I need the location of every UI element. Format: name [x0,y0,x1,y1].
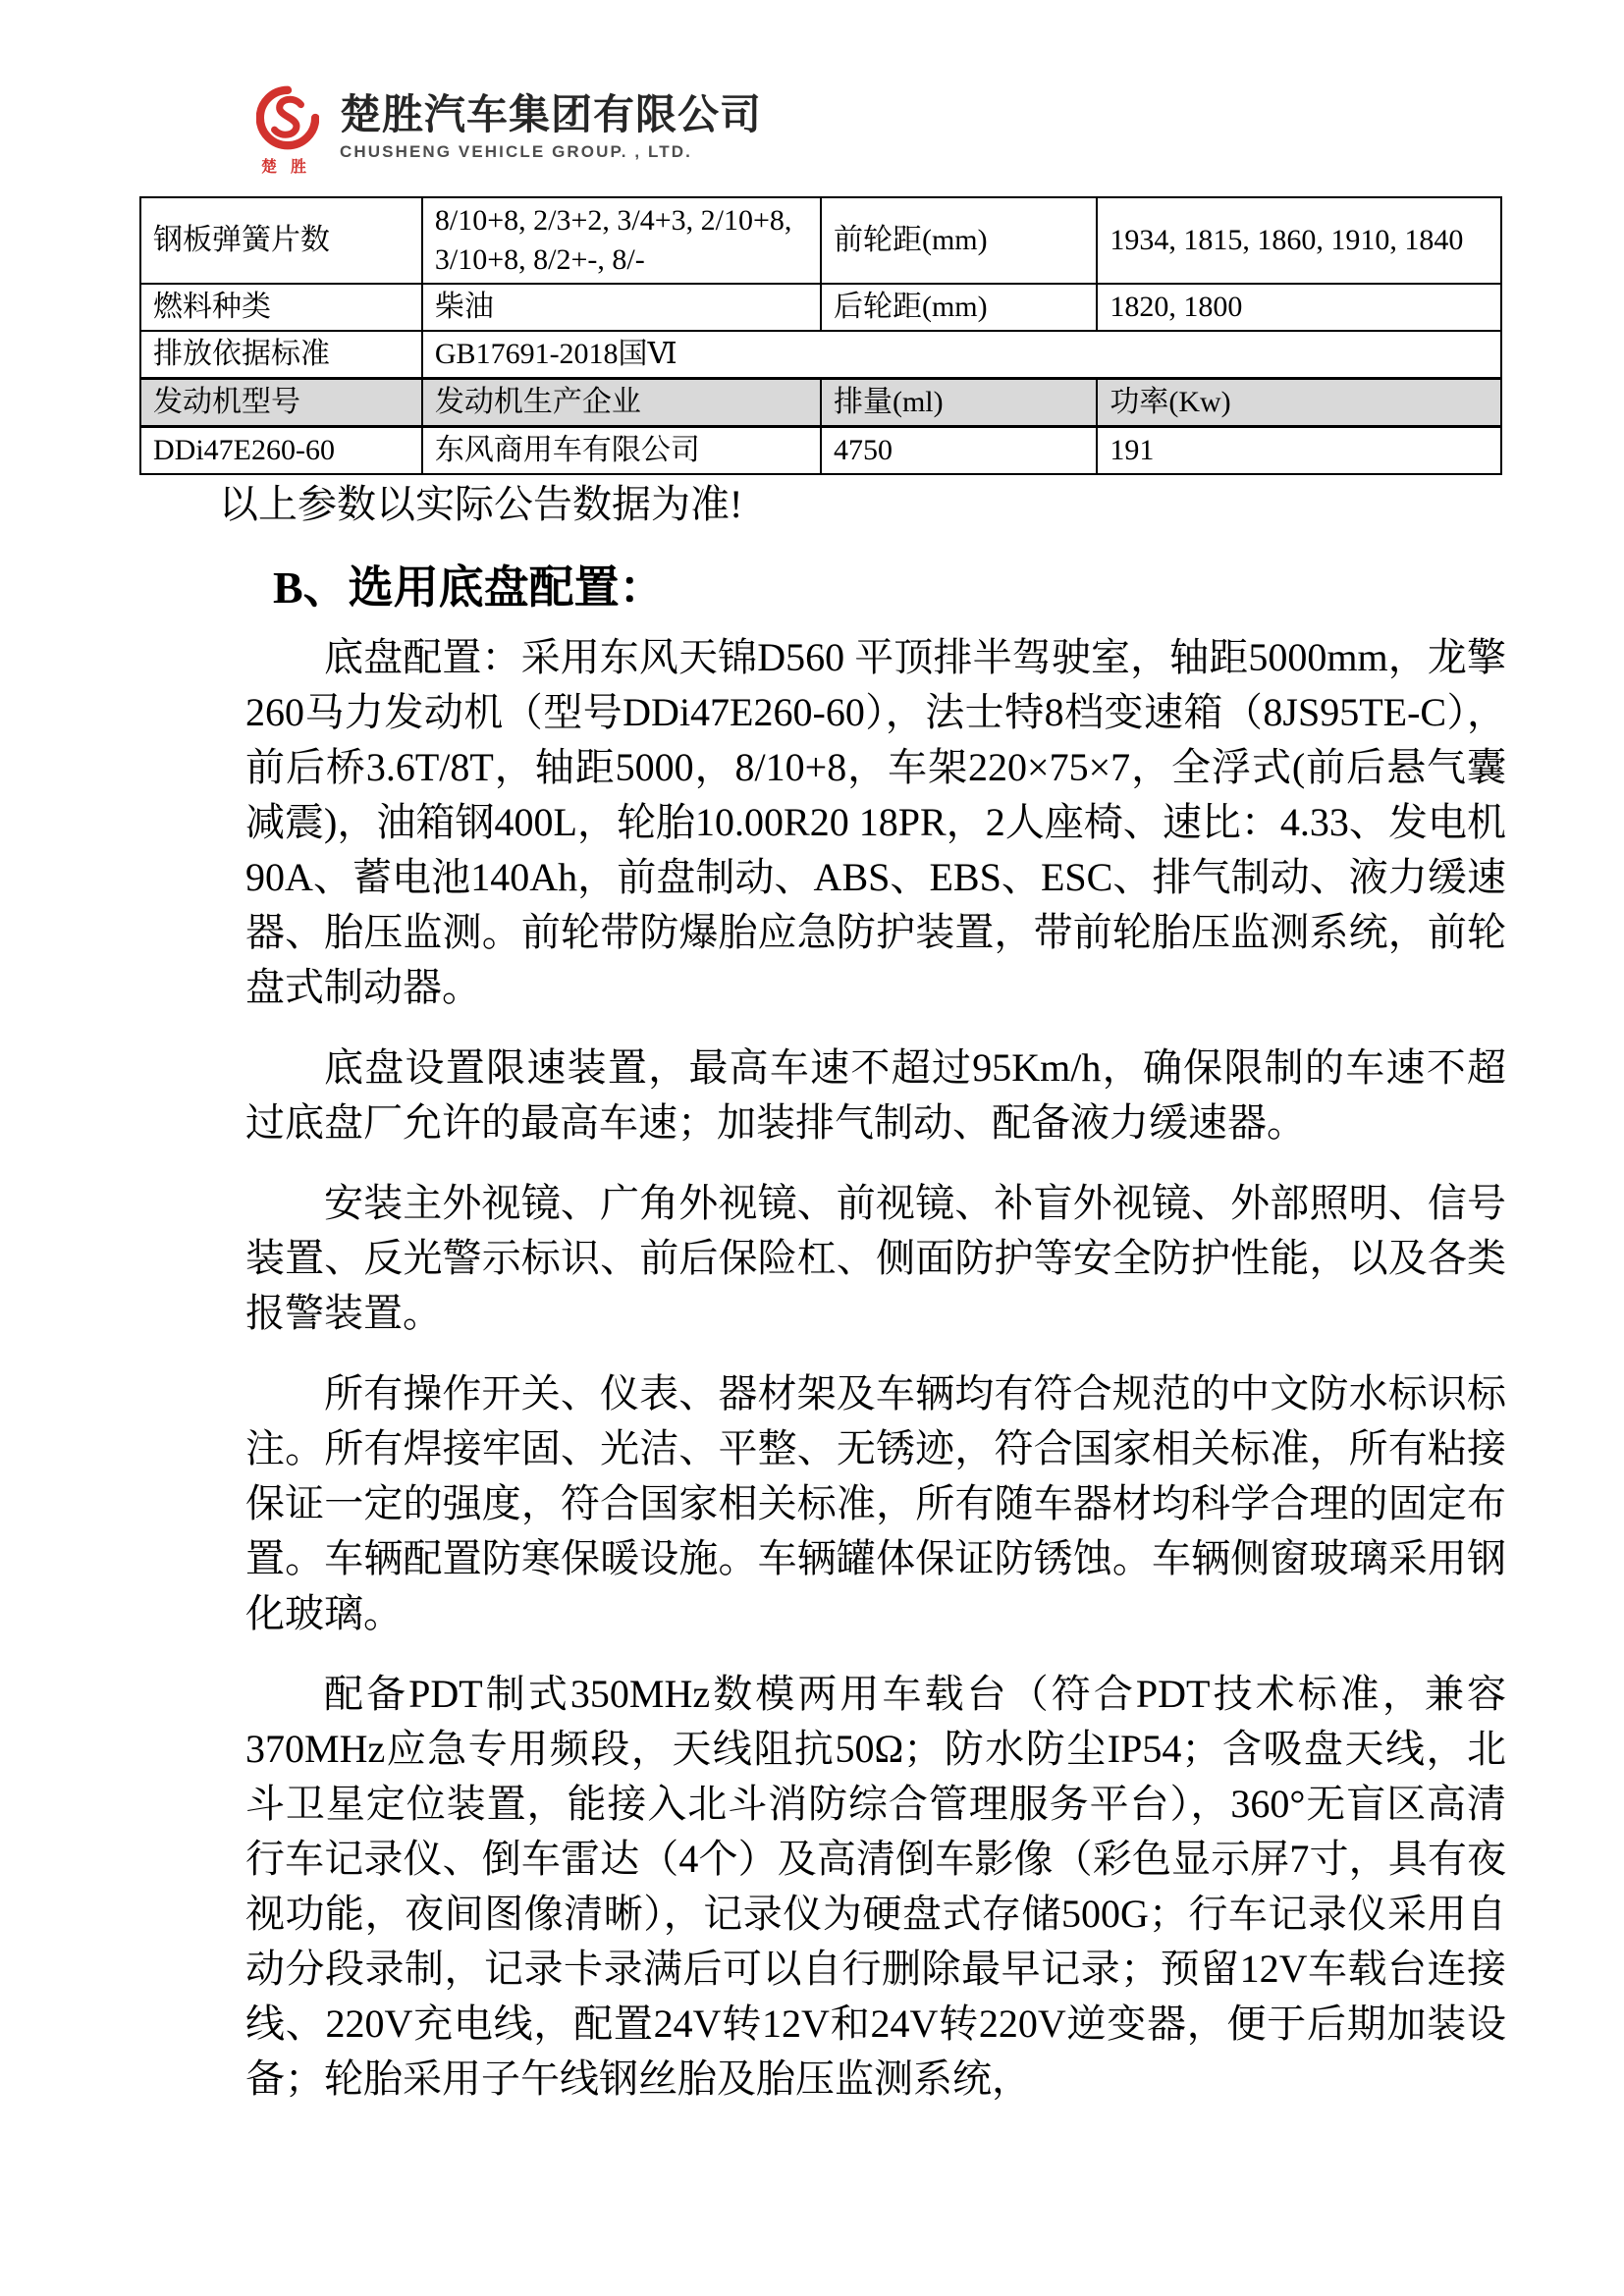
logo-emblem-icon [251,84,324,177]
spec-value-cell: 1820, 1800 [1097,284,1501,331]
brand-name-cn: 楚胜汽车集团有限公司 [340,91,763,137]
spec-table [139,196,1502,475]
brand-block [340,84,762,162]
engine-header-cell: 功率(Kw) [1097,379,1501,427]
table-row [140,284,1501,331]
spec-value-cell: GB17691-2018国Ⅵ [422,331,1501,379]
table-row [140,331,1501,379]
spec-value-cell: 1934, 1815, 1860, 1910, 1840 [1097,197,1501,284]
spec-value-cell: 柴油 [422,284,821,331]
notice-text: 以上参数以实际公告数据为准! [219,482,743,526]
spec-value-cell: 4750 [821,427,1097,475]
table-row [140,427,1501,475]
engine-header-cell: 发动机型号 [140,379,422,427]
paragraph-mirrors-safety: 安装主外视镜、广角外视镜、前视镜、补盲外视镜、外部照明、信号装置、反光警示标识、前后保险杠、侧面防护等安全防护性能，以及各类报警装置。 [245,1181,1506,1335]
spec-value-cell: 191 [1097,427,1501,475]
spec-value-cell: 8/10+8, 2/3+2, 3/4+3, 2/10+8, 3/10+8, 8/2+-, 8/- [422,197,821,284]
brand-name-en: CHUSHENG VEHICLE GROUP. , LTD. [340,142,692,161]
spec-value-cell: 东风商用车有限公司 [422,427,821,475]
engine-header-row [140,379,1501,427]
engine-header-cell: 发动机生产企业 [422,379,821,427]
spec-value-cell: DDi47E260-60 [140,427,422,475]
section-heading: B、选用底盘配置： [273,562,665,613]
engine-header-cell: 排量(ml) [821,379,1097,427]
paragraph-switches-standards: 所有操作开关、仪表、器材架及车辆均有符合规范的中文防水标识标注。所有焊接牢固、光洁、平整、无锈迹，符合国家相关标准，所有粘接保证一定的强度，符合国家相关标准，所有随车器材均科学合理的固定布置。车辆配置防寒保暖设施。车辆罐体保证防锈蚀。车辆侧窗玻璃采用钢化玻璃。 [245,1371,1506,1635]
spec-label-cell: 钢板弹簧片数 [140,197,422,284]
logo-emblem-caption: 楚胜 [260,159,320,176]
spec-label-cell: 燃料种类 [140,284,422,331]
table-row [140,197,1501,284]
spec-label-cell: 前轮距(mm) [821,197,1097,284]
spec-label-cell: 排放依据标准 [140,331,422,379]
spec-label-cell: 后轮距(mm) [821,284,1097,331]
body-content [245,630,1506,2132]
paragraph-speed-limit: 底盘设置限速装置，最高车速不超过95Km/h，确保限制的车速不超过底盘厂允许的最高车速；加装排气制动、配备液力缓速器。 [245,1045,1506,1145]
company-logo [251,84,762,177]
paragraph-pdt-radio: 配备PDT制式350MHz数模两用车载台（符合PDT技术标准，兼容370MHz应急专用频段，天线阻抗50Ω；防水防尘IP54；含吸盘天线，北斗卫星定位装置，能接入北斗消防综合管理服务平台），360°无盲区高清行车记录仪、倒车雷达（4个）及高清倒车影像（彩色显示屏7寸，具有夜视功能，夜间图像清晰），记录仪为硬盘式存储500G；行车记录仪采用自动分段录制，记录卡录满后可以自行删除最早记录；预留12V车载台连接线、220V充电线，配置24V转12V和24V转220V逆变器，便于后期加装设备；轮胎采用子午线钢丝胎及胎压监测系统， [245,1672,1506,2101]
paragraph-chassis-config: 底盘配置：采用东风天锦D560 平顶排半驾驶室，轴距5000mm，龙擎260马力发动机（型号DDi47E260-60），法士特8档变速箱（8JS95TE-C），前后桥3.6T/8T，轴距5000，8/10+8，车架220×75×7，全浮式(前后悬气囊减震)，油箱钢400L，轮胎10.00R20 18PR，2人座椅、速比：4.33、发电机90A、蓄电池140Ah，前盘制动、ABS、EBS、ESC、排气制动、液力缓速器、胎压监测。前轮带防爆胎应急防护装置，带前轮胎压监测系统，前轮盘式制动器。 [245,635,1506,1009]
